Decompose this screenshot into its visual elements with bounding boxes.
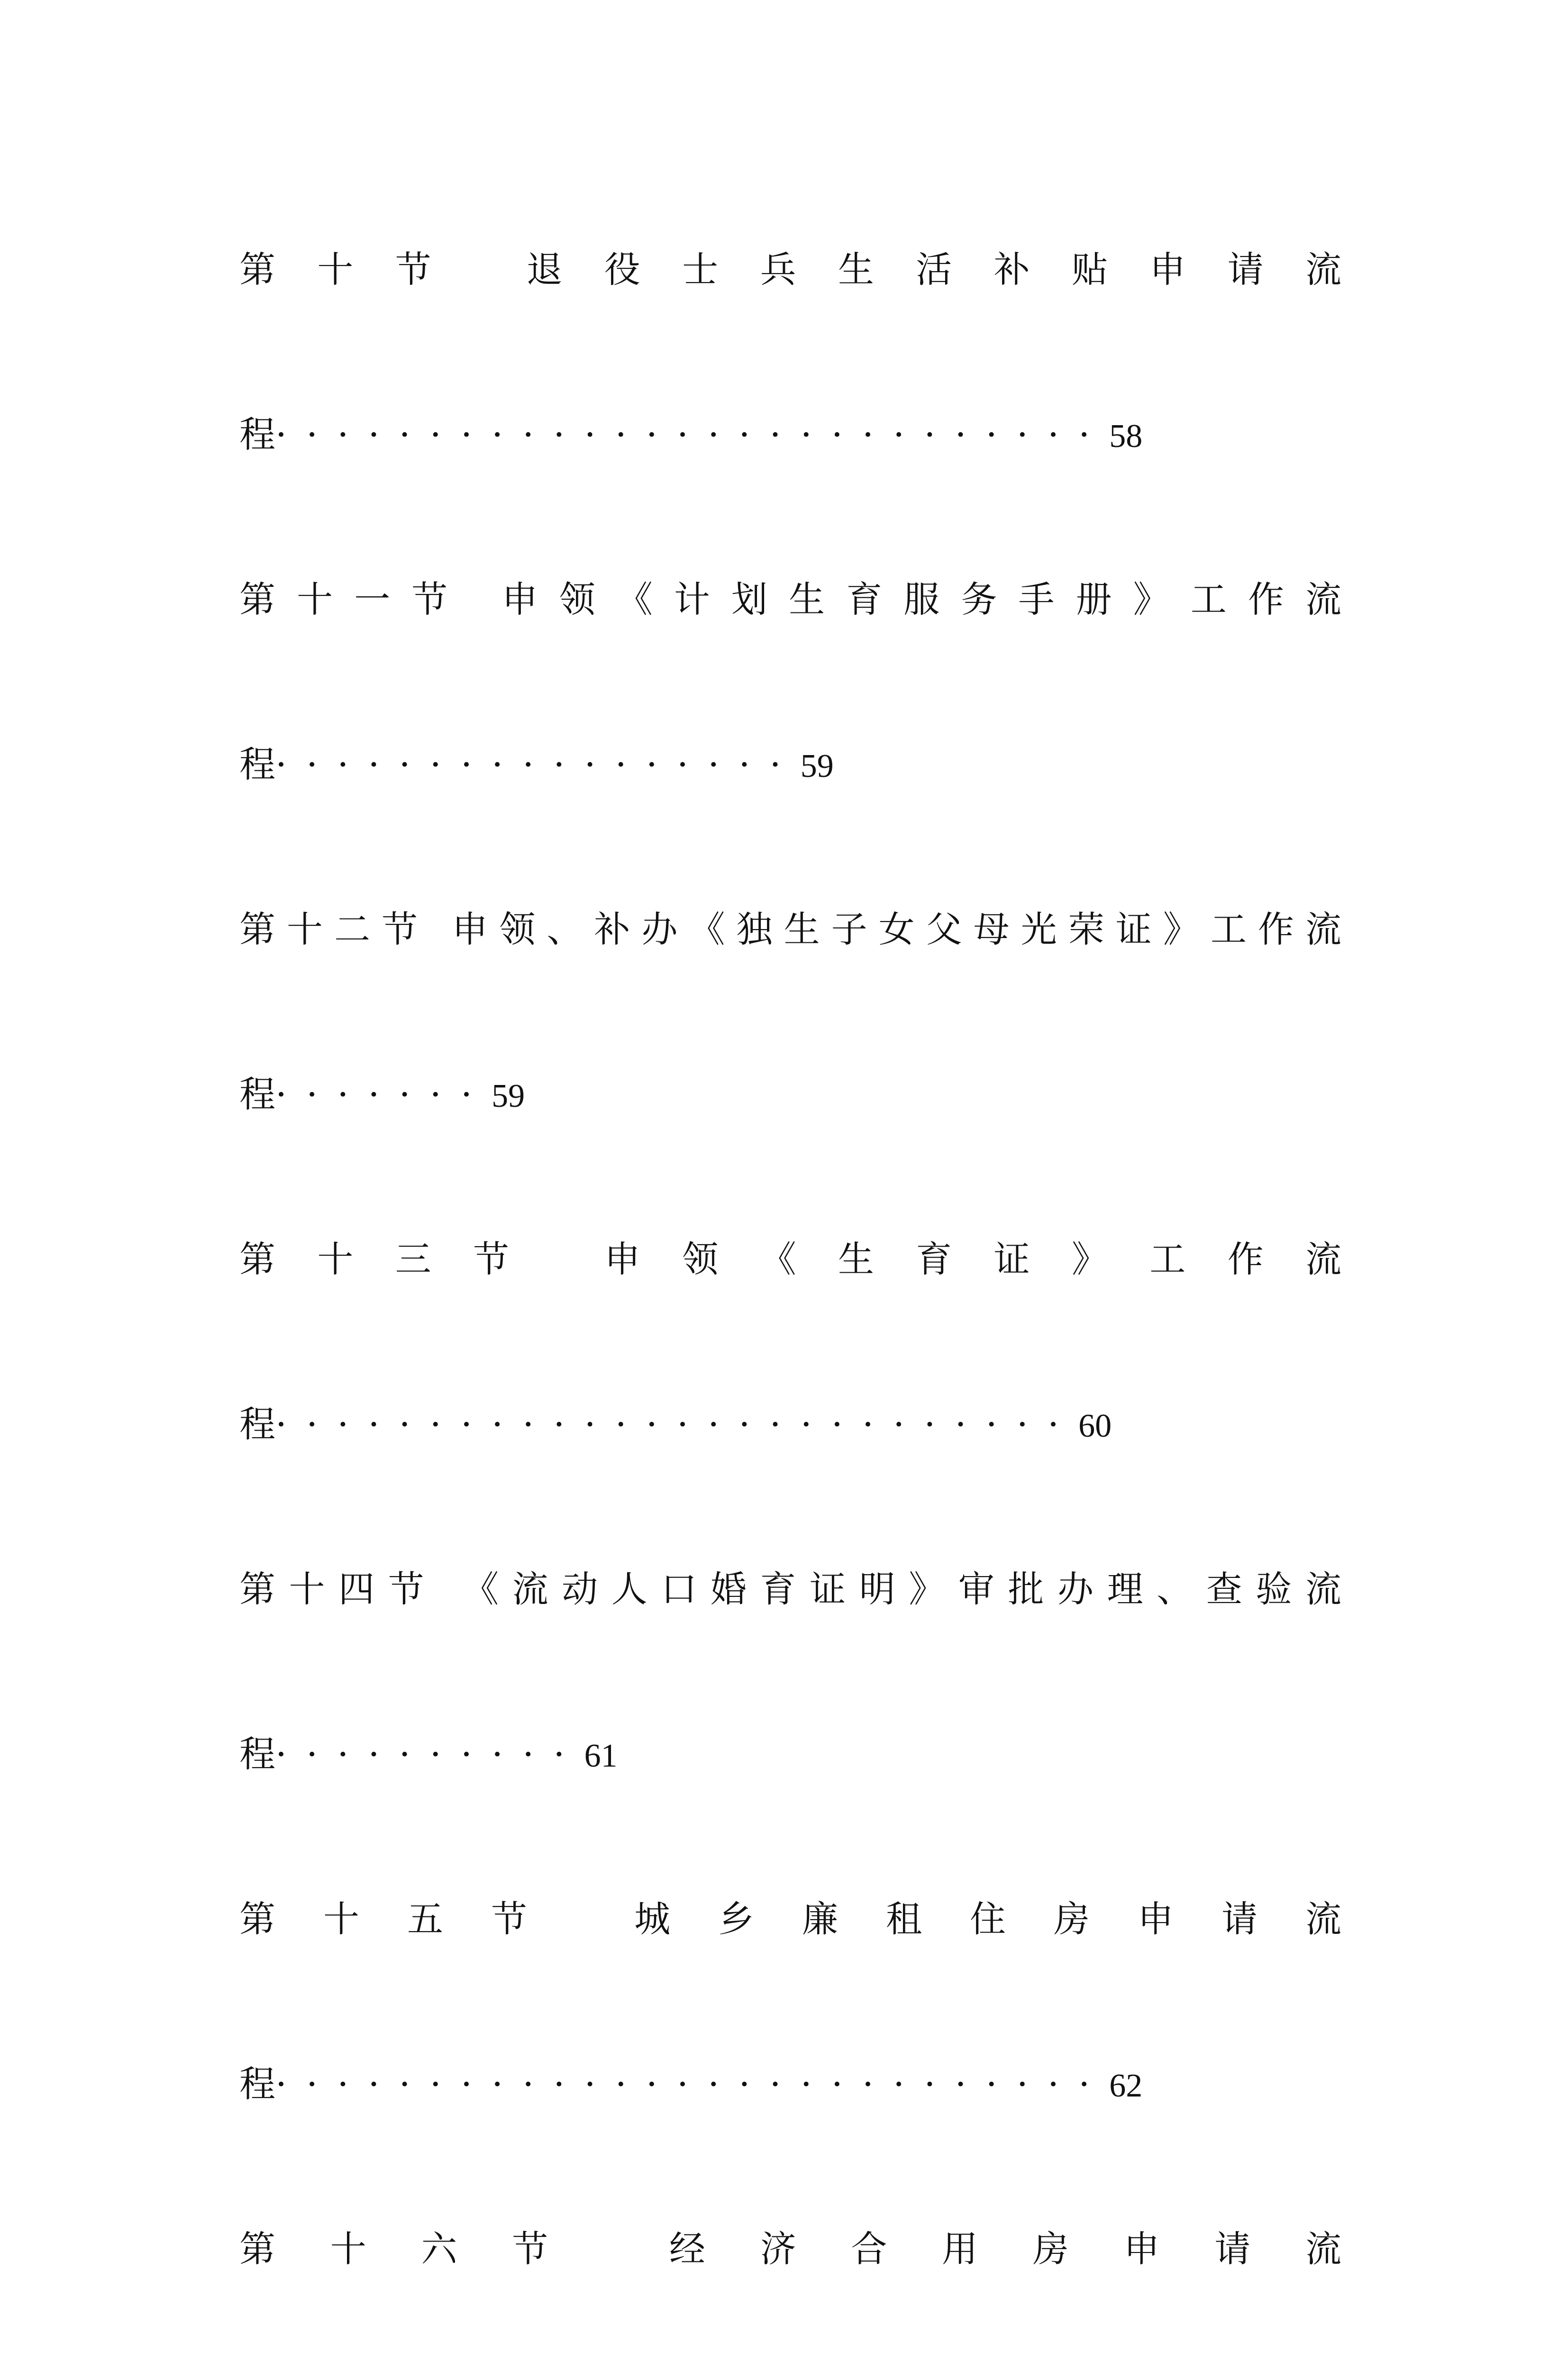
toc-title-char: 审 bbox=[958, 1568, 994, 1610]
toc-title-char: 房 bbox=[1054, 1898, 1090, 1940]
toc-title-char: 口 bbox=[661, 1568, 697, 1610]
toc-title-char: 工 bbox=[1190, 578, 1227, 620]
toc-title-char: 第 bbox=[239, 2228, 275, 2270]
toc-title-char: 生 bbox=[784, 908, 820, 950]
toc-title-char: 请 bbox=[1214, 2228, 1251, 2270]
toc-title-char: 》 bbox=[1163, 908, 1199, 950]
toc-title-char: 光 bbox=[1021, 908, 1057, 950]
toc-title-char: 证 bbox=[994, 1238, 1030, 1280]
toc-title-char: 批 bbox=[1008, 1568, 1044, 1610]
toc-title-char: 理 bbox=[1107, 1568, 1143, 1610]
toc-title-char: 领 bbox=[682, 1238, 719, 1280]
toc-title-char: 房 bbox=[1032, 2228, 1069, 2270]
toc-title-char: 父 bbox=[926, 908, 962, 950]
toc-title-char: 母 bbox=[973, 908, 1010, 950]
toc-title-char: 查 bbox=[1206, 1568, 1242, 1610]
toc-title-char: 务 bbox=[961, 578, 997, 620]
toc-title-char: 流 bbox=[1305, 1238, 1341, 1280]
toc-title-char: 用 bbox=[942, 2228, 978, 2270]
toc-title-char: 请 bbox=[1227, 248, 1264, 291]
toc-leader-dots: ·························· bbox=[275, 1403, 1079, 1445]
toc-title-char: 流 bbox=[1305, 1568, 1341, 1610]
toc-title-char: 兵 bbox=[760, 248, 796, 291]
toc-title-char: 申 bbox=[1149, 248, 1186, 291]
toc-title-char: 四 bbox=[338, 1568, 375, 1610]
toc-leader-head: 程 bbox=[239, 1733, 275, 1775]
toc-title-char: 十 bbox=[323, 1898, 359, 1940]
toc-title-char: 生 bbox=[838, 1238, 874, 1280]
toc-title-char: 划 bbox=[731, 578, 768, 620]
toc-title-char: 城 bbox=[634, 1898, 671, 1940]
toc-title-char: 补 bbox=[594, 908, 630, 950]
toc-title-char: 《 bbox=[616, 578, 653, 620]
toc-title-char: 十 bbox=[317, 248, 354, 291]
toc-title-char: 十 bbox=[289, 1568, 325, 1610]
toc-title-char: 申 bbox=[501, 578, 538, 620]
toc-title-char: 申 bbox=[1138, 1898, 1174, 1940]
toc-page-number[interactable]: 60 bbox=[1078, 1408, 1112, 1444]
toc-title-char: 申 bbox=[604, 1238, 640, 1280]
toc-title-char: 《 bbox=[689, 908, 725, 950]
toc-title-char bbox=[575, 1837, 586, 2002]
toc-title-char: 第 bbox=[239, 1898, 275, 1940]
toc-entry-title bbox=[239, 517, 1341, 682]
toc-title-char: 士 bbox=[682, 248, 719, 291]
toc-title-char: 领 bbox=[499, 908, 536, 950]
toc-title-char: 作 bbox=[1227, 1238, 1264, 1280]
toc-page-number[interactable]: 58 bbox=[1109, 418, 1143, 455]
toc-leader-dots: ······· bbox=[275, 1073, 492, 1115]
toc-title-char bbox=[551, 1177, 562, 1342]
toc-entry-title bbox=[239, 1507, 1341, 1672]
toc-title-char bbox=[469, 517, 480, 682]
toc-title-char: 第 bbox=[239, 1568, 275, 1610]
toc-title-char: 请 bbox=[1221, 1898, 1258, 1940]
toc-title-char: 、 bbox=[547, 908, 583, 950]
toc-title-char: 》 bbox=[1133, 578, 1169, 620]
toc-title-char bbox=[603, 2167, 614, 2332]
toc-title-char: 服 bbox=[903, 578, 940, 620]
toc-title-char bbox=[438, 1507, 449, 1672]
toc-title-char: 生 bbox=[789, 578, 825, 620]
toc-title-char: 明 bbox=[859, 1568, 895, 1610]
toc-leader-head: 程 bbox=[239, 1073, 275, 1115]
toc-entry-title bbox=[239, 2167, 1341, 2332]
toc-title-char: 子 bbox=[831, 908, 867, 950]
toc-title-char: 节 bbox=[491, 1898, 527, 1940]
toc-leader-head: 程 bbox=[239, 1403, 275, 1445]
toc-title-char: 独 bbox=[736, 908, 773, 950]
toc-title-char: 申 bbox=[452, 908, 488, 950]
toc-entry-title bbox=[239, 1837, 1341, 2002]
toc-title-char: 》 bbox=[909, 1568, 945, 1610]
toc-title-char: 十 bbox=[317, 1238, 354, 1280]
toc-entry-title bbox=[239, 1177, 1341, 1342]
toc-entry-title bbox=[239, 847, 1341, 1012]
toc-title-char: 手 bbox=[1018, 578, 1055, 620]
toc-entry-leader bbox=[239, 682, 1341, 847]
toc-title-char: 六 bbox=[421, 2228, 457, 2270]
toc-title-char: 乡 bbox=[718, 1898, 755, 1940]
toc-title-char: 济 bbox=[760, 2228, 796, 2270]
toc-title-char: 育 bbox=[760, 1568, 796, 1610]
toc-leader-dots: ·········· bbox=[275, 1733, 584, 1775]
toc-title-char: 办 bbox=[641, 908, 678, 950]
toc-title-char: 十 bbox=[287, 908, 323, 950]
toc-title-char: 《 bbox=[463, 1568, 499, 1610]
toc-entry-leader bbox=[239, 1342, 1341, 1507]
toc-title-char: 役 bbox=[604, 248, 640, 291]
toc-title-char: 领 bbox=[559, 578, 595, 620]
toc-title-char: 节 bbox=[382, 908, 418, 950]
toc-title-char: 退 bbox=[526, 248, 563, 291]
toc-title-char: 册 bbox=[1076, 578, 1112, 620]
toc-title-char: 验 bbox=[1256, 1568, 1292, 1610]
toc-title-char: 计 bbox=[674, 578, 710, 620]
toc-title-char: 补 bbox=[994, 248, 1030, 291]
toc-title-char: 节 bbox=[388, 1568, 424, 1610]
toc-title-char bbox=[429, 847, 440, 1012]
toc-title-char: 二 bbox=[334, 908, 371, 950]
toc-title-char: 工 bbox=[1149, 1238, 1186, 1280]
toc-entry-leader bbox=[239, 2332, 1341, 2370]
toc-title-char: 节 bbox=[395, 248, 431, 291]
toc-title-char: 作 bbox=[1258, 908, 1294, 950]
toc-title-char: 女 bbox=[878, 908, 915, 950]
toc-entry-leader bbox=[239, 2002, 1341, 2167]
toc-title-char: 、 bbox=[1157, 1568, 1193, 1610]
toc-page-number[interactable]: 59 bbox=[492, 1078, 525, 1114]
toc-title-char: 办 bbox=[1057, 1568, 1094, 1610]
table-of-contents bbox=[239, 187, 1341, 2370]
toc-entry-leader bbox=[239, 352, 1341, 517]
toc-page-number[interactable]: 62 bbox=[1109, 2068, 1143, 2104]
toc-title-char: 五 bbox=[407, 1898, 443, 1940]
toc-leader-dots: ··························· bbox=[275, 2063, 1110, 2105]
toc-leader-head: 程 bbox=[239, 743, 275, 785]
toc-title-char: 流 bbox=[1305, 908, 1341, 950]
toc-title-char: 《 bbox=[760, 1238, 796, 1280]
toc-title-char: 合 bbox=[851, 2228, 887, 2270]
toc-title-char: 动 bbox=[562, 1568, 598, 1610]
toc-leader-head: 程 bbox=[239, 2063, 275, 2105]
toc-page-number[interactable]: 61 bbox=[584, 1738, 618, 1774]
toc-title-char: 第 bbox=[239, 578, 275, 620]
toc-title-char: 十 bbox=[330, 2228, 366, 2270]
toc-title-char: 生 bbox=[838, 248, 874, 291]
toc-entry-title bbox=[239, 187, 1341, 352]
toc-title-char: 一 bbox=[354, 578, 391, 620]
toc-title-char: 廉 bbox=[802, 1898, 839, 1940]
toc-title-char: 育 bbox=[846, 578, 883, 620]
toc-title-char: 流 bbox=[512, 1568, 548, 1610]
toc-title-char: 第 bbox=[239, 1238, 275, 1280]
toc-title-char: 流 bbox=[1305, 2228, 1341, 2270]
toc-title-char: 申 bbox=[1123, 2228, 1160, 2270]
toc-title-char: 人 bbox=[611, 1568, 647, 1610]
toc-title-char: 证 bbox=[810, 1568, 846, 1610]
toc-title-char bbox=[473, 187, 484, 352]
toc-title-char: 第 bbox=[239, 248, 275, 291]
toc-leader-head: 程 bbox=[239, 413, 275, 456]
toc-title-char: 第 bbox=[239, 908, 275, 950]
toc-title-char: 婚 bbox=[710, 1568, 747, 1610]
toc-title-char: 贴 bbox=[1071, 248, 1108, 291]
toc-title-char: 十 bbox=[297, 578, 333, 620]
toc-title-char: 节 bbox=[512, 2228, 548, 2270]
toc-title-char: 荣 bbox=[1068, 908, 1104, 950]
toc-title-char: 》 bbox=[1071, 1238, 1108, 1280]
toc-page-number[interactable]: 59 bbox=[800, 748, 834, 784]
toc-title-char: 活 bbox=[916, 248, 952, 291]
toc-leader-dots: ··························· bbox=[275, 413, 1110, 456]
toc-leader-dots: ················· bbox=[275, 743, 801, 785]
toc-title-char: 租 bbox=[886, 1898, 922, 1940]
toc-title-char: 流 bbox=[1305, 578, 1341, 620]
toc-title-char: 住 bbox=[970, 1898, 1006, 1940]
toc-title-char: 育 bbox=[916, 1238, 952, 1280]
toc-title-char: 节 bbox=[411, 578, 448, 620]
toc-title-char: 证 bbox=[1115, 908, 1152, 950]
toc-entry-leader bbox=[239, 1012, 1341, 1177]
toc-title-char: 流 bbox=[1305, 248, 1341, 291]
toc-title-char: 节 bbox=[473, 1238, 510, 1280]
toc-entry-leader bbox=[239, 1672, 1341, 1837]
toc-title-char: 流 bbox=[1305, 1898, 1341, 1940]
toc-title-char: 作 bbox=[1248, 578, 1284, 620]
toc-title-char: 经 bbox=[669, 2228, 705, 2270]
toc-title-char: 工 bbox=[1210, 908, 1247, 950]
toc-title-char: 三 bbox=[395, 1238, 431, 1280]
